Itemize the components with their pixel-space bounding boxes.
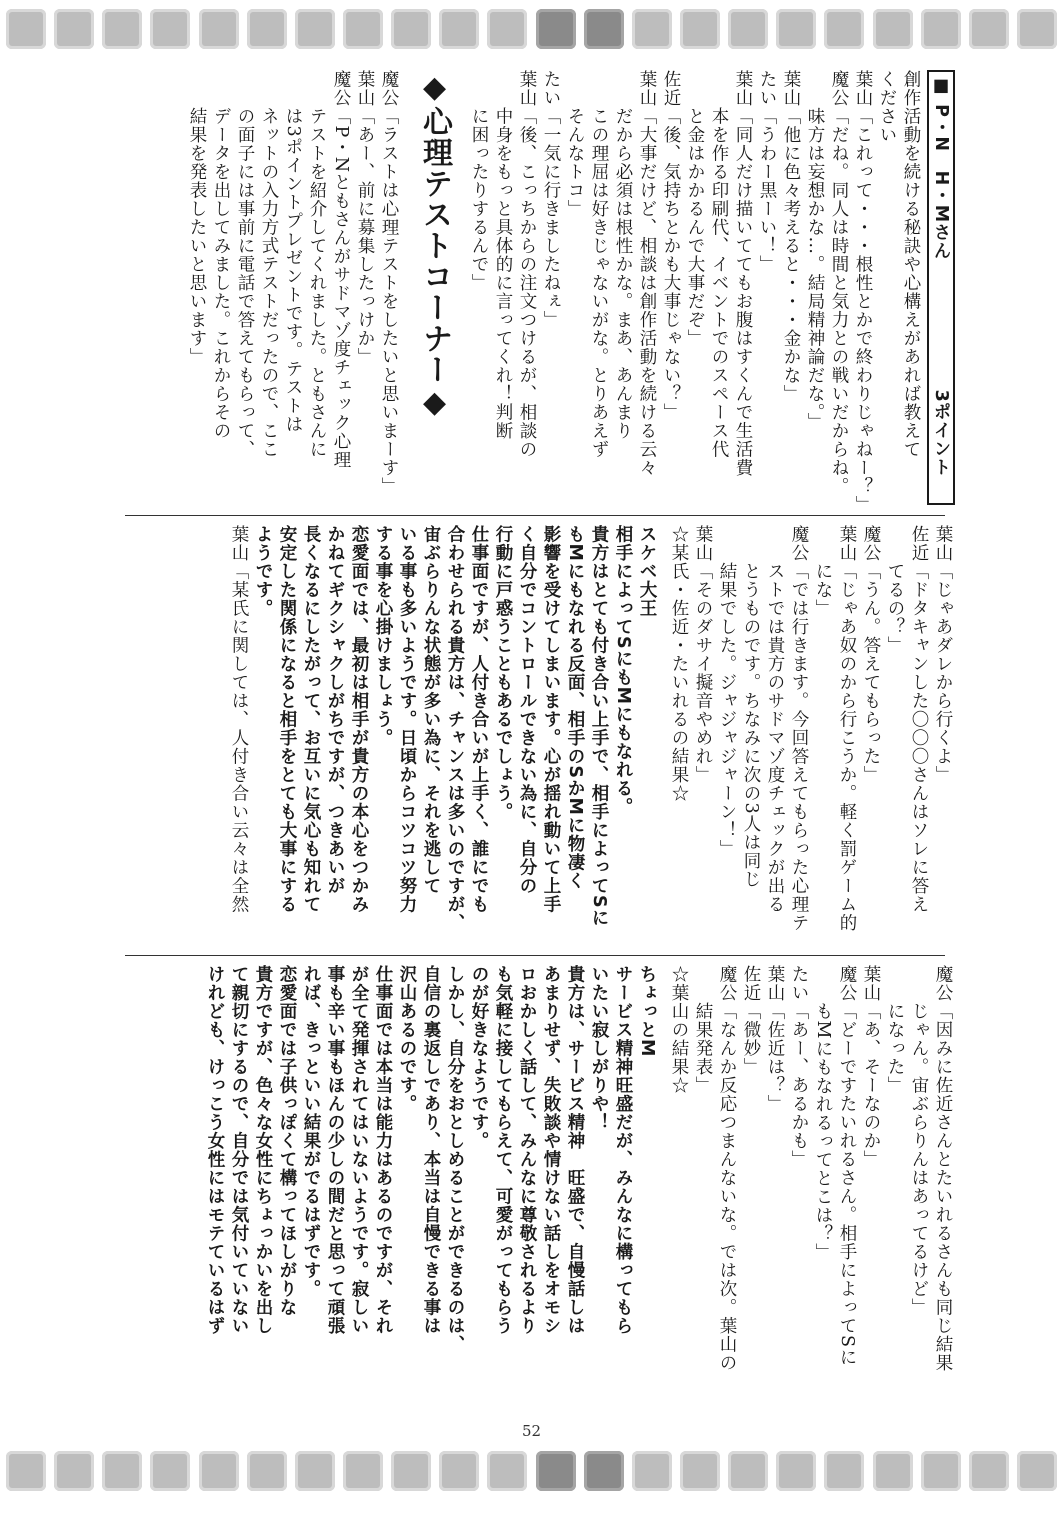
- section1-text: [185, 70, 955, 514]
- section2-line: 恋愛面では、最初は相手が貴方の本心をつかみ: [349, 525, 369, 914]
- border-tile: [487, 9, 527, 49]
- section1-line: 魔公「ラストは心理テストをしたいと思いまーす」: [379, 70, 399, 496]
- border-tile: [584, 9, 624, 49]
- border-tile: [199, 1451, 239, 1491]
- section1-line: ◆心理テストコーナー◆: [417, 70, 452, 421]
- border-tile: [921, 1451, 961, 1491]
- section3-line: もMにもなれるってとこは？」: [813, 965, 833, 1262]
- section3-line: 魔公「どーですたいれるさん。相手によってSに: [837, 965, 857, 1367]
- section1-line: 魔公「P・Nともさんがサドマゾ度チェック心理: [331, 70, 351, 470]
- section1-line: ください: [877, 70, 897, 144]
- section3-line: になった」: [885, 965, 905, 1095]
- border-tile: [54, 9, 94, 49]
- section1-line: と金はかかるんで大事だぞ」: [685, 70, 705, 348]
- section2-line: 影響を受けてしまいます。心が揺れ動いて上手: [541, 525, 561, 914]
- section2-line: かねてギクシャクしがちですが、つきあいが: [325, 525, 345, 895]
- section1-line: 葉山「大事だけど、相談は創作活動を続ける云々: [637, 70, 657, 477]
- section2-line: ようです。: [253, 525, 273, 618]
- section3-line: いたい寂しがりや！: [589, 965, 609, 1132]
- border-tile: [776, 1451, 816, 1491]
- section1-line: ネットの入力方式テストだったので、ここ: [259, 70, 279, 459]
- border-tile: [343, 9, 383, 49]
- section3-line: 葉山「あ、そーなのか」: [861, 965, 881, 1169]
- section1-line: に困ったりするんで」: [469, 70, 489, 292]
- section3-line: しかし、自分をおとしめることができるのは、: [445, 965, 465, 1354]
- section1-line: 葉山「これって・・・根性とかで終わりじゃねー？」: [853, 70, 873, 514]
- section1-line: テストを紹介してくれました。ともさんに: [307, 70, 327, 459]
- border-tile: [632, 9, 672, 49]
- section-pn-hm-and-intro: [110, 70, 955, 514]
- section2-line: 結果でした。ジャジャジャーン！」: [717, 525, 737, 858]
- border-tile: [247, 1451, 287, 1491]
- border-tile: [6, 1451, 46, 1491]
- section2-line: とうものです。ちなみに次の3人は同じ: [741, 525, 761, 889]
- border-tile: [776, 9, 816, 49]
- section1-line: 葉山「あー、前に募集したっけか」: [355, 70, 375, 366]
- border-tile: [199, 9, 239, 49]
- section1-line: 中身をもっと具体的に言ってくれ！判断: [493, 70, 513, 440]
- section3-line: 結果発表」: [693, 965, 713, 1095]
- border-tile: [536, 9, 576, 49]
- section1-line: 葉山「同人だけ描いててもお腹はすくんで生活費: [733, 70, 753, 477]
- border-tile: [969, 9, 1009, 49]
- border-tile: [824, 9, 864, 49]
- section2-line: 葉山「じゃあ奴のから行こうか。軽く罰ゲーム的: [837, 525, 857, 932]
- section2-line: スケベ大王: [637, 525, 657, 618]
- section2-line: もMにもなれる反面、相手のSかMに物凄く: [565, 525, 585, 890]
- section2-line: 安定した関係になると相手をとても大事にする: [277, 525, 297, 914]
- section1-line: ■ P・N H・Mさん 3ポイント: [927, 70, 955, 505]
- section2-line: 仕事面ですが、人付き合いが上手く、誰にでも: [469, 525, 489, 914]
- section3-text: [203, 965, 955, 1425]
- section3-line: も気軽に接してもらえて、可愛がってもらう: [493, 965, 513, 1335]
- section3-line: 沢山あるのです。: [397, 965, 417, 1113]
- top-decorative-border: [0, 6, 1063, 52]
- border-tile: [921, 9, 961, 49]
- section-sukebe-daiou-result: [110, 525, 955, 950]
- border-tile: [632, 1451, 672, 1491]
- section3-line: 恋愛面では子供っぽくて構ってほしがりな: [277, 965, 297, 1317]
- border-tile: [439, 9, 479, 49]
- section3-line: れば、きっといい結果がでるはずです。: [301, 965, 321, 1298]
- section3-line: けれども、けっこう女性にはモテているはず: [205, 965, 225, 1335]
- section3-line: が全て発揮されてはいないようです。寂しい: [349, 965, 369, 1335]
- section2-line: 葉山「某氏に関しては、人付き合い云々は全然: [229, 525, 249, 914]
- section1-line: 魔公「だね。同人は時間と気力との戦いだからね。: [829, 70, 849, 496]
- section1-line: たい「うわー黒ーい！」: [757, 70, 777, 274]
- border-tile: [343, 1451, 383, 1491]
- border-tile: [680, 1451, 720, 1491]
- section1-line: 葉山「後、こっちからの注文つけるが、相談の: [517, 70, 537, 459]
- section2-line: にな」: [813, 525, 833, 618]
- section2-line: ストでは貴方のサドマゾ度チェックが出る: [765, 525, 785, 914]
- border-tile: [487, 1451, 527, 1491]
- section1-line: たい「一気に行きましたねぇ」: [541, 70, 561, 329]
- section3-line: 事も辛い事もほんの少しの間だと思って頑張: [325, 965, 345, 1335]
- section-hayama-result: [110, 965, 955, 1425]
- section1-line: 創作活動を続ける秘訣や心構えがあれば教えて: [901, 70, 921, 459]
- section2-line: 相手によってSにもMにもなれる。: [613, 525, 633, 817]
- section2-line: てるの？」: [885, 525, 905, 655]
- section2-line: く自分でコントロールできない為に、自分の: [517, 525, 537, 895]
- section-divider: [125, 955, 945, 956]
- section1-line: 佐近「後、気持ちとかも大事じゃない？」: [661, 70, 681, 422]
- section2-line: 葉山「じゃあダレから行くよ」: [933, 525, 953, 784]
- border-tile: [439, 1451, 479, 1491]
- section3-line: じゃん。宙ぶらりんはあってるけど」: [909, 965, 929, 1317]
- section1-line: の面子には事前に電話で答えてもらって、: [235, 70, 255, 459]
- border-tile: [391, 9, 431, 49]
- section2-line: 佐近「ドタキャンした〇〇〇さんはソレに答え: [909, 525, 929, 914]
- section3-line: 魔公「なんか反応つまんないな。では次。葉山の: [717, 965, 737, 1372]
- section3-line: ちょっとM: [637, 965, 657, 1058]
- section1-line: 葉山「他に色々考えると・・・金かな」: [781, 70, 801, 403]
- page-number: 52: [521, 1422, 542, 1440]
- section1-line: 結果を発表したいと思います」: [187, 70, 207, 366]
- section2-line: ☆某氏・佐近・たいれるの結果☆: [669, 525, 689, 803]
- section3-line: 仕事面では本当は能力はあるのですが、それ: [373, 965, 393, 1335]
- section2-line: 貴方はとても付き合い上手で、相手によってSに: [589, 525, 609, 928]
- section3-line: 葉山「佐近は？」: [765, 965, 785, 1113]
- border-tile: [150, 9, 190, 49]
- border-tile: [1017, 9, 1057, 49]
- border-tile: [536, 1451, 576, 1491]
- border-tile: [873, 1451, 913, 1491]
- section1-line: データを出してみました。これからその: [211, 70, 231, 440]
- section2-line: 魔公「では行きます。今回答えてもらった心理テ: [789, 525, 809, 932]
- section2-line: 魔公「うん。答えてもらった」: [861, 525, 881, 784]
- section2-line: 宙ぶらりんな状態が多い為に、それを逃して: [421, 525, 441, 895]
- section2-line: 行動に戸惑うこともあるでしょう。: [493, 525, 513, 821]
- border-tile: [824, 1451, 864, 1491]
- section1-line: そんなトコ」: [565, 70, 585, 218]
- section3-line: サービス精神旺盛だが、みんなに構ってもら: [613, 965, 633, 1335]
- section2-line: いる事も多いようです。日頃からコツコツ努力: [397, 525, 417, 914]
- section3-line: 貴方ですが、色々な女性にちょっかいを出し: [253, 965, 273, 1335]
- section1-line: は3ポイントプレゼントです。テストは: [283, 70, 303, 434]
- border-tile: [969, 1451, 1009, 1491]
- section2-line: する事を心掛けましょう。: [373, 525, 393, 747]
- border-tile: [6, 9, 46, 49]
- border-tile: [680, 9, 720, 49]
- section3-line: て親切にするので、自分では気付いていない: [229, 965, 249, 1335]
- section1-line: この理屈は好きじゃないがな。とりあえず: [589, 70, 609, 459]
- border-tile: [102, 9, 142, 49]
- section2-line: 合わせられる貴方は、チャンスは多いのですが、: [445, 525, 465, 932]
- border-tile: [102, 1451, 142, 1491]
- section3-line: 貴方は、サービス精神 旺盛で、自慢話しは: [565, 965, 585, 1335]
- border-tile: [728, 1451, 768, 1491]
- border-tile: [150, 1451, 190, 1491]
- border-tile: [247, 9, 287, 49]
- section1-line: 本を作る印刷代、イベントでのスペース代: [709, 70, 729, 459]
- border-tile: [728, 9, 768, 49]
- section2-line: 長くなるにしたがって、お互いに気心も知れて: [301, 525, 321, 914]
- section3-line: 佐近「微妙」: [741, 965, 761, 1076]
- border-tile: [873, 9, 913, 49]
- border-tile: [54, 1451, 94, 1491]
- border-tile: [584, 1451, 624, 1491]
- border-tile: [1017, 1451, 1057, 1491]
- section2-text: [219, 525, 955, 950]
- section3-line: ☆葉山の結果☆: [669, 965, 689, 1095]
- section3-line: 魔公「因みに佐近さんとたいれるさんも同じ結果: [933, 965, 953, 1372]
- section3-line: のが好きなようです。: [469, 965, 489, 1150]
- section1-line: だから必須は根性かな。まあ、あんまり: [613, 70, 633, 440]
- border-tile: [391, 1451, 431, 1491]
- section3-line: 自信の裏返しであり、本当は自慢できる事は: [421, 965, 441, 1335]
- section1-line: 味方は妄想かな…。結局精神論だな。」: [805, 70, 825, 432]
- section3-line: あまりせず、失敗談や情けない話しをオモシ: [541, 965, 561, 1335]
- section3-line: ロおかしく話して、みんなに尊敬されるより: [517, 965, 537, 1335]
- bottom-decorative-border: [0, 1448, 1063, 1494]
- section2-line: 葉山「そのダサイ擬音やめれ」: [693, 525, 713, 784]
- section3-line: たい「あー、あるかも」: [789, 965, 809, 1169]
- section-divider: [125, 515, 945, 516]
- border-tile: [295, 1451, 335, 1491]
- border-tile: [295, 9, 335, 49]
